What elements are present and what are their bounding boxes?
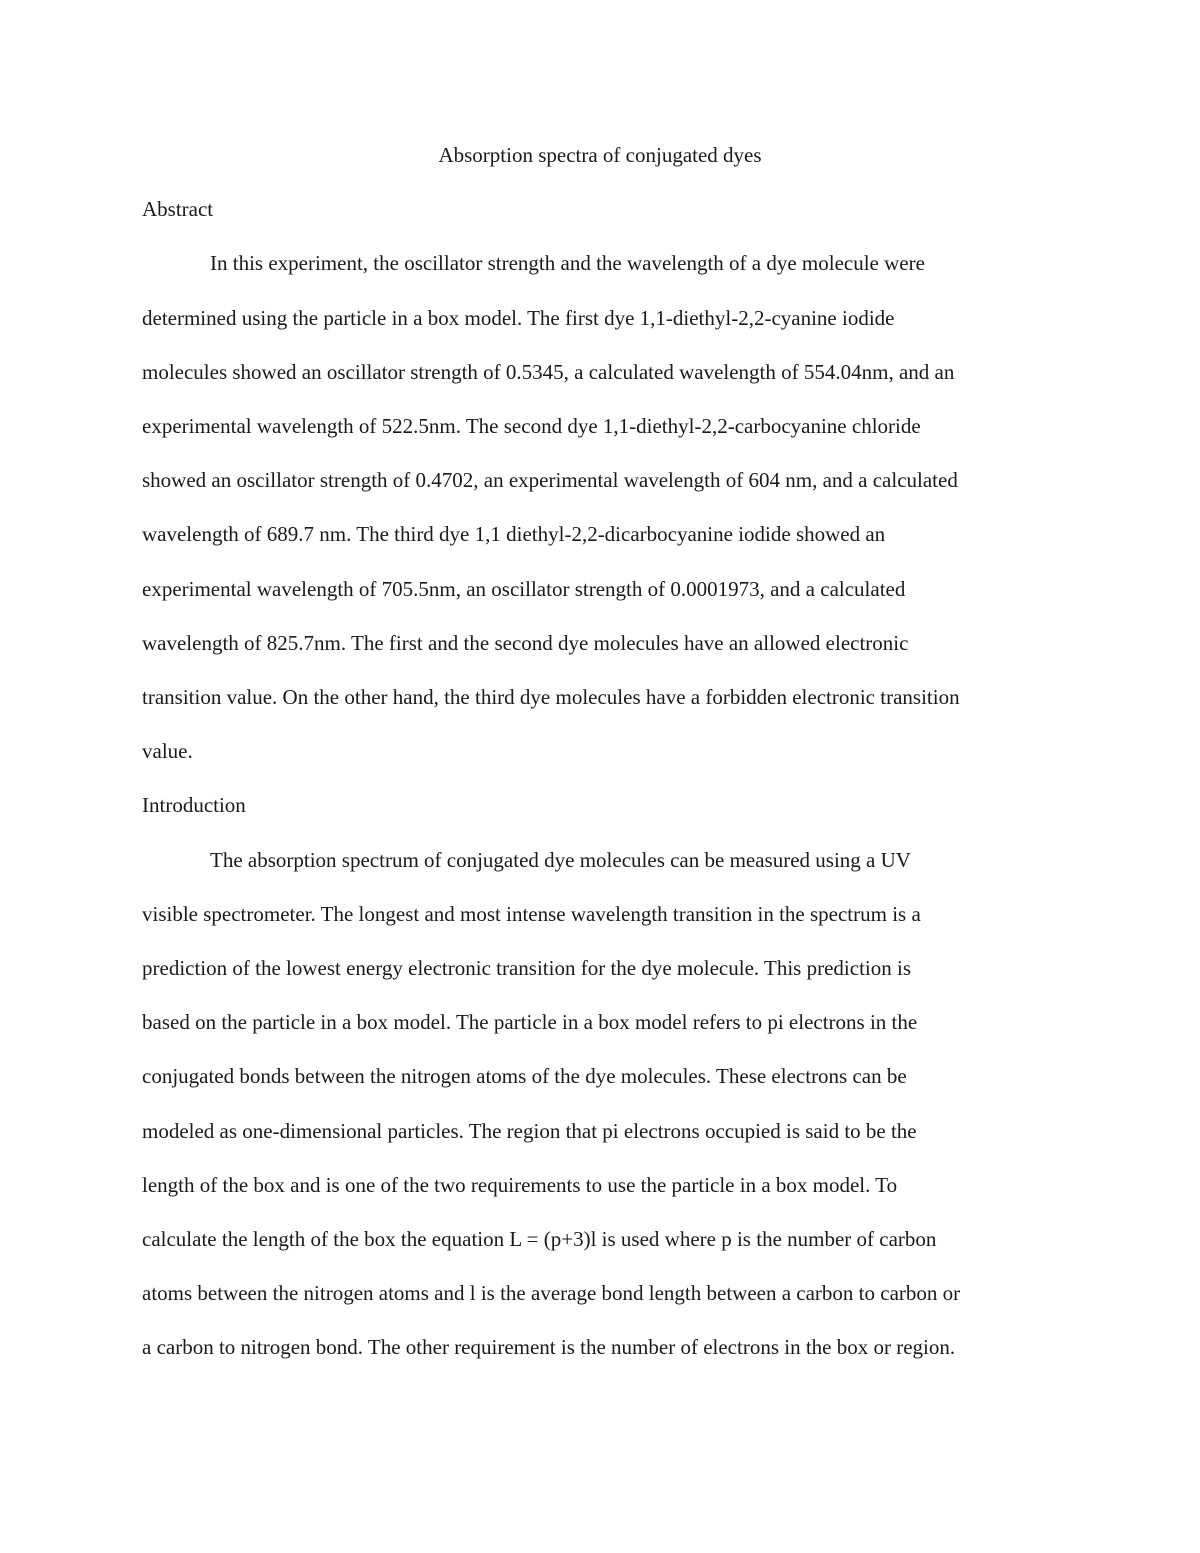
- abstract-line: molecules showed an oscillator strength of 0.5345, a calculated wavelength of 554.04nm, and an: [142, 359, 955, 384]
- abstract-line: experimental wavelength of 705.5nm, an oscillator strength of 0.0001973, and a calculated: [142, 576, 906, 601]
- abstract-line: experimental wavelength of 522.5nm. The second dye 1,1-diethyl-2,2-carbocyanine chloride: [142, 414, 921, 439]
- introduction-line: based on the particle in a box model. The particle in a box model refers to pi electrons in the: [142, 1010, 918, 1035]
- abstract-line: value.: [142, 739, 193, 764]
- introduction-line: a carbon to nitrogen bond. The other requirement is the number of electrons in the box or region.: [142, 1335, 956, 1360]
- abstract-line: In this experiment, the oscillator strength and the wavelength of a dye molecule were: [210, 251, 925, 276]
- introduction-paragraph: [142, 833, 1072, 1375]
- document-body: [142, 128, 1072, 1375]
- introduction-line: The absorption spectrum of conjugated dye molecules can be measured using a UV: [210, 847, 911, 872]
- introduction-heading: Introduction: [142, 793, 246, 818]
- introduction-line: visible spectrometer. The longest and most intense wavelength transition in the spectrum is a: [142, 901, 921, 926]
- abstract-line: wavelength of 689.7 nm. The third dye 1,1 diethyl-2,2-dicarbocyanine iodide showed an: [142, 522, 886, 547]
- introduction-line: length of the box and is one of the two requirements to use the particle in a box model. To: [142, 1172, 898, 1197]
- document-title: Absorption spectra of conjugated dyes: [438, 143, 762, 167]
- abstract-line: determined using the particle in a box model. The first dye 1,1-diethyl-2,2-cyanine iodide: [142, 305, 895, 330]
- introduction-line: conjugated bonds between the nitrogen atoms of the dye molecules. These electrons can be: [142, 1064, 907, 1089]
- abstract-heading: Abstract: [142, 197, 214, 222]
- introduction-line: calculate the length of the box the equation L = (p+3)l is used where p is the number of carbon: [142, 1227, 937, 1252]
- introduction-line: modeled as one-dimensional particles. The region that pi electrons occupied is said to be the: [142, 1118, 917, 1143]
- abstract-line: transition value. On the other hand, the third dye molecules have a forbidden electronic transition: [142, 685, 960, 710]
- introduction-line: prediction of the lowest energy electronic transition for the dye molecule. This prediction is: [142, 956, 912, 981]
- introduction-line: atoms between the nitrogen atoms and l is the average bond length between a carbon to carbon or: [142, 1281, 961, 1306]
- abstract-paragraph: [142, 236, 1072, 778]
- abstract-line: wavelength of 825.7nm. The first and the second dye molecules have an allowed electronic: [142, 630, 909, 655]
- abstract-line: showed an oscillator strength of 0.4702, an experimental wavelength of 604 nm, and a calculated: [142, 468, 958, 493]
